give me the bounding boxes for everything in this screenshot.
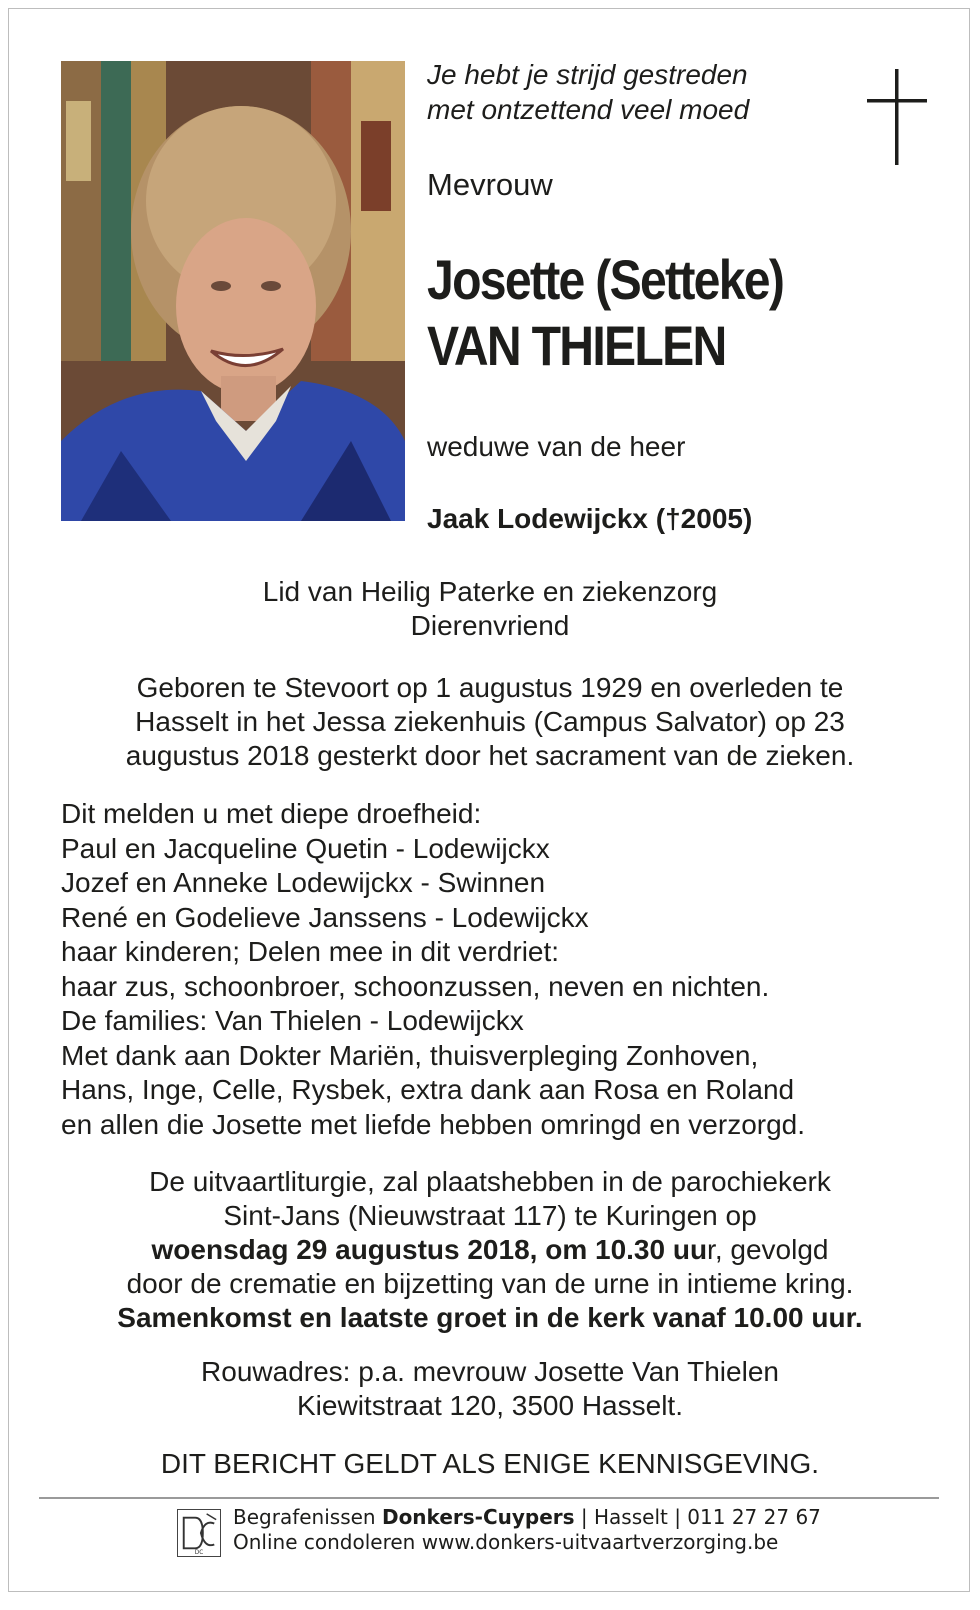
- funeral-line: door de crematie en bijzetting van de urne in intieme kring.: [126, 1268, 854, 1299]
- funeral-date: woensdag 29 augustus 2018, om 10.30 uu: [151, 1234, 708, 1265]
- footer-company-line: [233, 1505, 821, 1530]
- address-line: Kiewitstraat 120, 3500 Hasselt.: [297, 1390, 683, 1421]
- funeral-line: Sint-Jans (Nieuwstraat 117) te Kuringen op: [223, 1200, 757, 1231]
- cross-icon: [867, 69, 927, 169]
- birth-death-text: [9, 671, 971, 773]
- footer-divider: [39, 1497, 939, 1499]
- family-line: Hans, Inge, Celle, Rysbek, extra dank aan Rosa en Roland: [61, 1074, 795, 1105]
- family-line: Jozef en Anneke Lodewijckx - Swinnen: [61, 867, 546, 898]
- funeral-details: [9, 1165, 971, 1335]
- funeral-date-line: [9, 1233, 971, 1267]
- funeral-line: De uitvaartliturgie, zal plaatshebben in de parochiekerk: [149, 1166, 831, 1197]
- family-line: en allen die Josette met liefde hebben omringd en verzorgd.: [61, 1108, 806, 1140]
- company-name: Donkers-Cuypers: [381, 1505, 575, 1529]
- portrait-photo: [61, 61, 405, 521]
- birth-death-line: Hasselt in het Jessa ziekenhuis (Campus Salvator) op 23: [135, 706, 845, 737]
- footer-city: | Hasselt |: [574, 1505, 688, 1529]
- footer-online-link[interactable]: Online condoleren www.donkers-uitvaartverzorging.be: [233, 1530, 779, 1554]
- notice: DIT BERICHT GELDT ALS ENIGE KENNISGEVING.: [160, 1448, 820, 1479]
- gathering-line: Samenkomst en laatste groet in de kerk vanaf 10.00 uur.: [117, 1302, 863, 1333]
- footer-prefix: Begrafenissen: [233, 1505, 382, 1529]
- quote-line: met ontzettend veel moed: [427, 94, 750, 125]
- widow-of: weduwe van de heer: [427, 431, 686, 462]
- birth-death-line: augustus 2018 gesterkt door het sacrament van de zieken.: [125, 740, 855, 771]
- family-line: Paul en Jacqueline Quetin - Lodewijckx: [61, 832, 550, 864]
- obituary-card: [8, 8, 970, 1592]
- title-prefix: Mevrouw: [427, 167, 553, 202]
- funeral-date-rest: r, gevolgd: [707, 1234, 829, 1265]
- deceased-name: [427, 247, 783, 379]
- logo-text: DC: [194, 1550, 204, 1556]
- family-line: haar kinderen; Delen mee in dit verdriet:: [61, 936, 560, 967]
- family-line: haar zus, schoonbroer, schoonzussen, neven en nichten.: [61, 970, 770, 1002]
- quote-line: Je hebt je strijd gestreden: [427, 59, 748, 90]
- memorial-quote: [427, 57, 847, 127]
- membership-line: Dierenvriend: [410, 610, 570, 641]
- footer-text: [233, 1505, 821, 1555]
- membership: [9, 575, 971, 643]
- family-line: René en Godelieve Janssens - Lodewijckx: [61, 901, 589, 933]
- footer-phone: 011 27 27 67: [687, 1505, 821, 1529]
- name-line: VAN THIELEN: [427, 314, 726, 377]
- birth-death-line: Geboren te Stevoort op 1 augustus 1929 en overleden te: [136, 672, 844, 703]
- mourning-address: [9, 1355, 971, 1423]
- membership-line: Lid van Heilig Paterke en ziekenzorg: [262, 576, 718, 607]
- husband-name: Jaak Lodewijckx (†2005): [427, 503, 753, 534]
- address-line: Rouwadres: p.a. mevrouw Josette Van Thielen: [201, 1356, 779, 1387]
- family-list: [61, 797, 805, 1142]
- family-line: Met dank aan Dokter Mariën, thuisverpleging Zonhoven,: [61, 1039, 759, 1071]
- family-line: Dit melden u met diepe droefheid:: [61, 798, 482, 829]
- family-line: De families: Van Thielen - Lodewijckx: [61, 1005, 524, 1036]
- name-line: Josette (Setteke): [427, 248, 784, 311]
- footer: [177, 1503, 821, 1563]
- funeral-home-logo-icon: [177, 1509, 221, 1557]
